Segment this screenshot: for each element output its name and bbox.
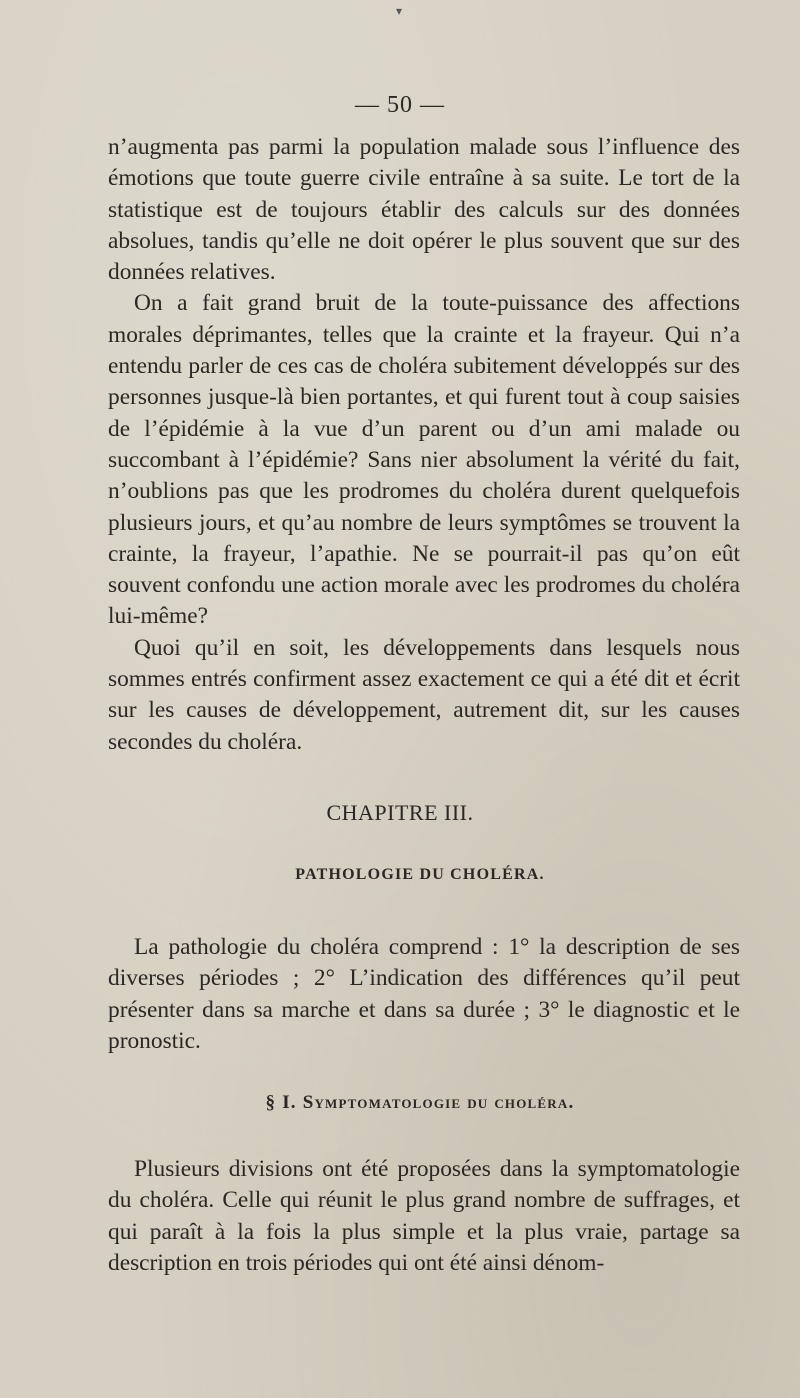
paragraph-continuation: n’augmenta pas parmi la population malade sous l’influence des émotions que toute guerre civile entraîne à sa suite. Le tort de la statistique est de toujours établir des calculs sur des données absolues, tandis qu’elle ne doit opérer le plus souvent que sur des données relatives.: [108, 134, 740, 286]
chapter-heading: CHAPITRE III.: [326, 800, 474, 825]
section-heading-text: § I. Symptomatologie du choléra.: [265, 1092, 575, 1113]
paragraph-conclusion: Quoi qu’il en soit, les développements dans lesquels nous sommes entrés confirment assez exactement ce qui a été dit et écrit sur les causes de développement, autrement dit, sur les causes secondes du choléra.: [108, 634, 740, 755]
body-text-bottom: [108, 1154, 740, 1279]
ink-mark: ▾: [396, 4, 403, 18]
body-text-middle: [108, 932, 740, 1057]
body-text-top: [108, 132, 740, 758]
paragraph-pathologie: La pathologie du choléra comprend : 1° la description de ses diverses périodes ; 2° L’indication des différences qu’il peut présenter dans sa marche et dans sa durée ; 3° le diagnostic et le pronostic.: [108, 934, 740, 1054]
paragraph-symptomatologie: Plusieurs divisions ont été proposées dans la symptomatologie du choléra. Celle qui réunit le plus grand nombre de suffrages, et qui paraît à la fois la plus simple et la plus vraie, partage sa description en trois périodes qui ont été ainsi dénom-: [108, 1156, 740, 1276]
paragraph-affections-morales: On a fait grand bruit de la toute-puissance des affections morales déprimantes, telles que la crainte et la frayeur. Qui n’a entendu parler de ces cas de choléra subitement développés sur des personnes jusque-là bien portantes, et qui furent tout à coup saisies de l’épidémie à la vue d’un parent ou d’un ami malade ou succombant à l’épidémie? Sans nier absolument la vérité du fait, n’oublions pas que les prodromes du choléra durent quelquefois plusieurs jours, et qu’au nombre de leurs symptômes se trouvent la crainte, la frayeur, l’apathie. Ne se pourrait-il pas qu’on eût souvent confondu une action morale avec les prodromes du choléra lui-même?: [108, 290, 740, 630]
section-heading: [0, 1092, 800, 1114]
chapter-subheading: PATHOLOGIE DU CHOLÉRA.: [295, 866, 545, 883]
page-number: — 50 —: [355, 92, 445, 118]
